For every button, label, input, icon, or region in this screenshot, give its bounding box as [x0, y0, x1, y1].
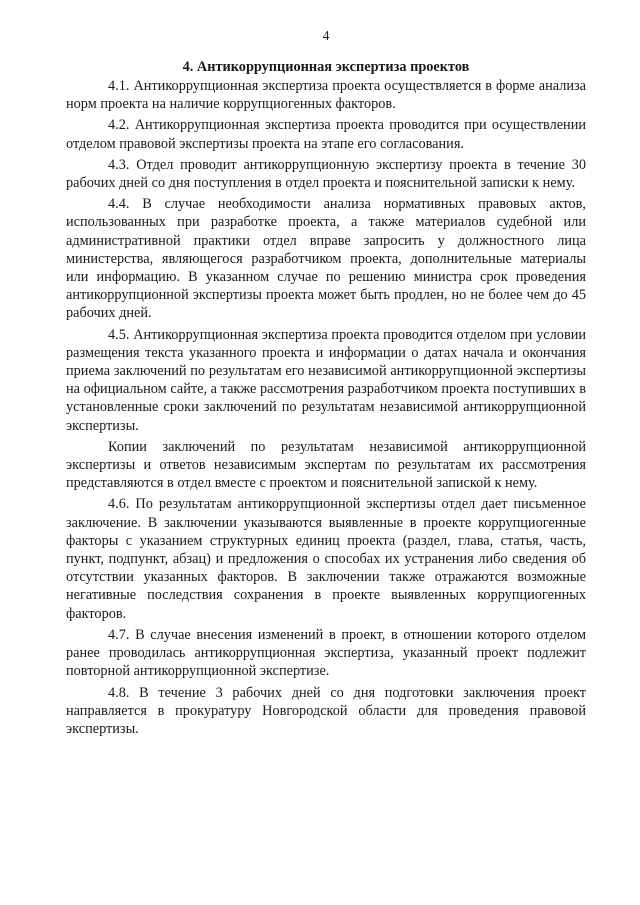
paragraph-4-5: 4.5. Антикоррупционная экспертиза проекта проводится отделом при условии размещения текста указанного проекта и информации о датах начала и окончания приема заключений по результатам его независимой антикоррупционной экспертизы на официальном сайте, а также рассмотрения разработчиком проекта поступивших в установленные сроки заключений по результатам независимой антикоррупционной экспертизы. — [66, 326, 586, 434]
paragraph-4-5-copies: Копии заключений по результатам независимой антикоррупционной экспертизы и ответов независимым экспертам по результатам их рассмотрения представляются в отдел вместе с проектом и пояснительной запиской к нему. — [66, 438, 586, 492]
paragraph-4-4: 4.4. В случае необходимости анализа нормативных правовых актов, использованных при разработке проекта, а также материалов судебной или административной практики отдел вправе запросить у должностного лица министерства, являющегося разработчиком проекта, дополнительные материалы или информацию. В указанном случае по решению министра срок проведения антикоррупционной экспертизы проекта может быть продлен, но не более чем до 45 рабочих дней. — [66, 196, 586, 322]
paragraph-4-6: 4.6. По результатам антикоррупционной экспертизы отдел дает письменное заключение. В заключении указываются выявленные в проекте коррупциогенные факторы с указанием структурных единиц проекта (раздел, глава, статья, часть, пункт, подпункт, абзац) и предложения о способах их устранения либо сведения об отсутствии указанных факторов. В заключении также отражаются возможные негативные последствия сохранения в проекте выявленных коррупциогенных факторов. — [66, 496, 586, 622]
page-number: 4 — [322, 28, 330, 43]
paragraph-4-3: 4.3. Отдел проводит антикоррупционную экспертизу проекта в течение 30 рабочих дней со дня поступления в отдел проекта и пояснительной записки к нему. — [66, 156, 586, 192]
document-page — [66, 28, 586, 741]
paragraph-4-7: 4.7. В случае внесения изменений в проект, в отношении которого отделом ранее проводилась антикоррупционная экспертиза, указанный проект подлежит повторной антикоррупционной экспертизе. — [66, 626, 586, 680]
paragraph-4-1: 4.1. Антикоррупционная экспертиза проекта осуществляется в форме анализа норм проекта на наличие коррупциогенных факторов. — [66, 78, 586, 113]
paragraph-4-8: 4.8. В течение 3 рабочих дней со дня подготовки заключения проект направляется в прокуратуру Новгородской области для проведения правовой экспертизы. — [66, 684, 586, 737]
section-title: 4. Антикоррупционная экспертиза проектов — [182, 59, 470, 75]
paragraph-4-2: 4.2. Антикоррупционная экспертиза проекта проводится при осуществлении отделом правовой экспертизы проекта на этапе его согласования. — [66, 117, 586, 152]
